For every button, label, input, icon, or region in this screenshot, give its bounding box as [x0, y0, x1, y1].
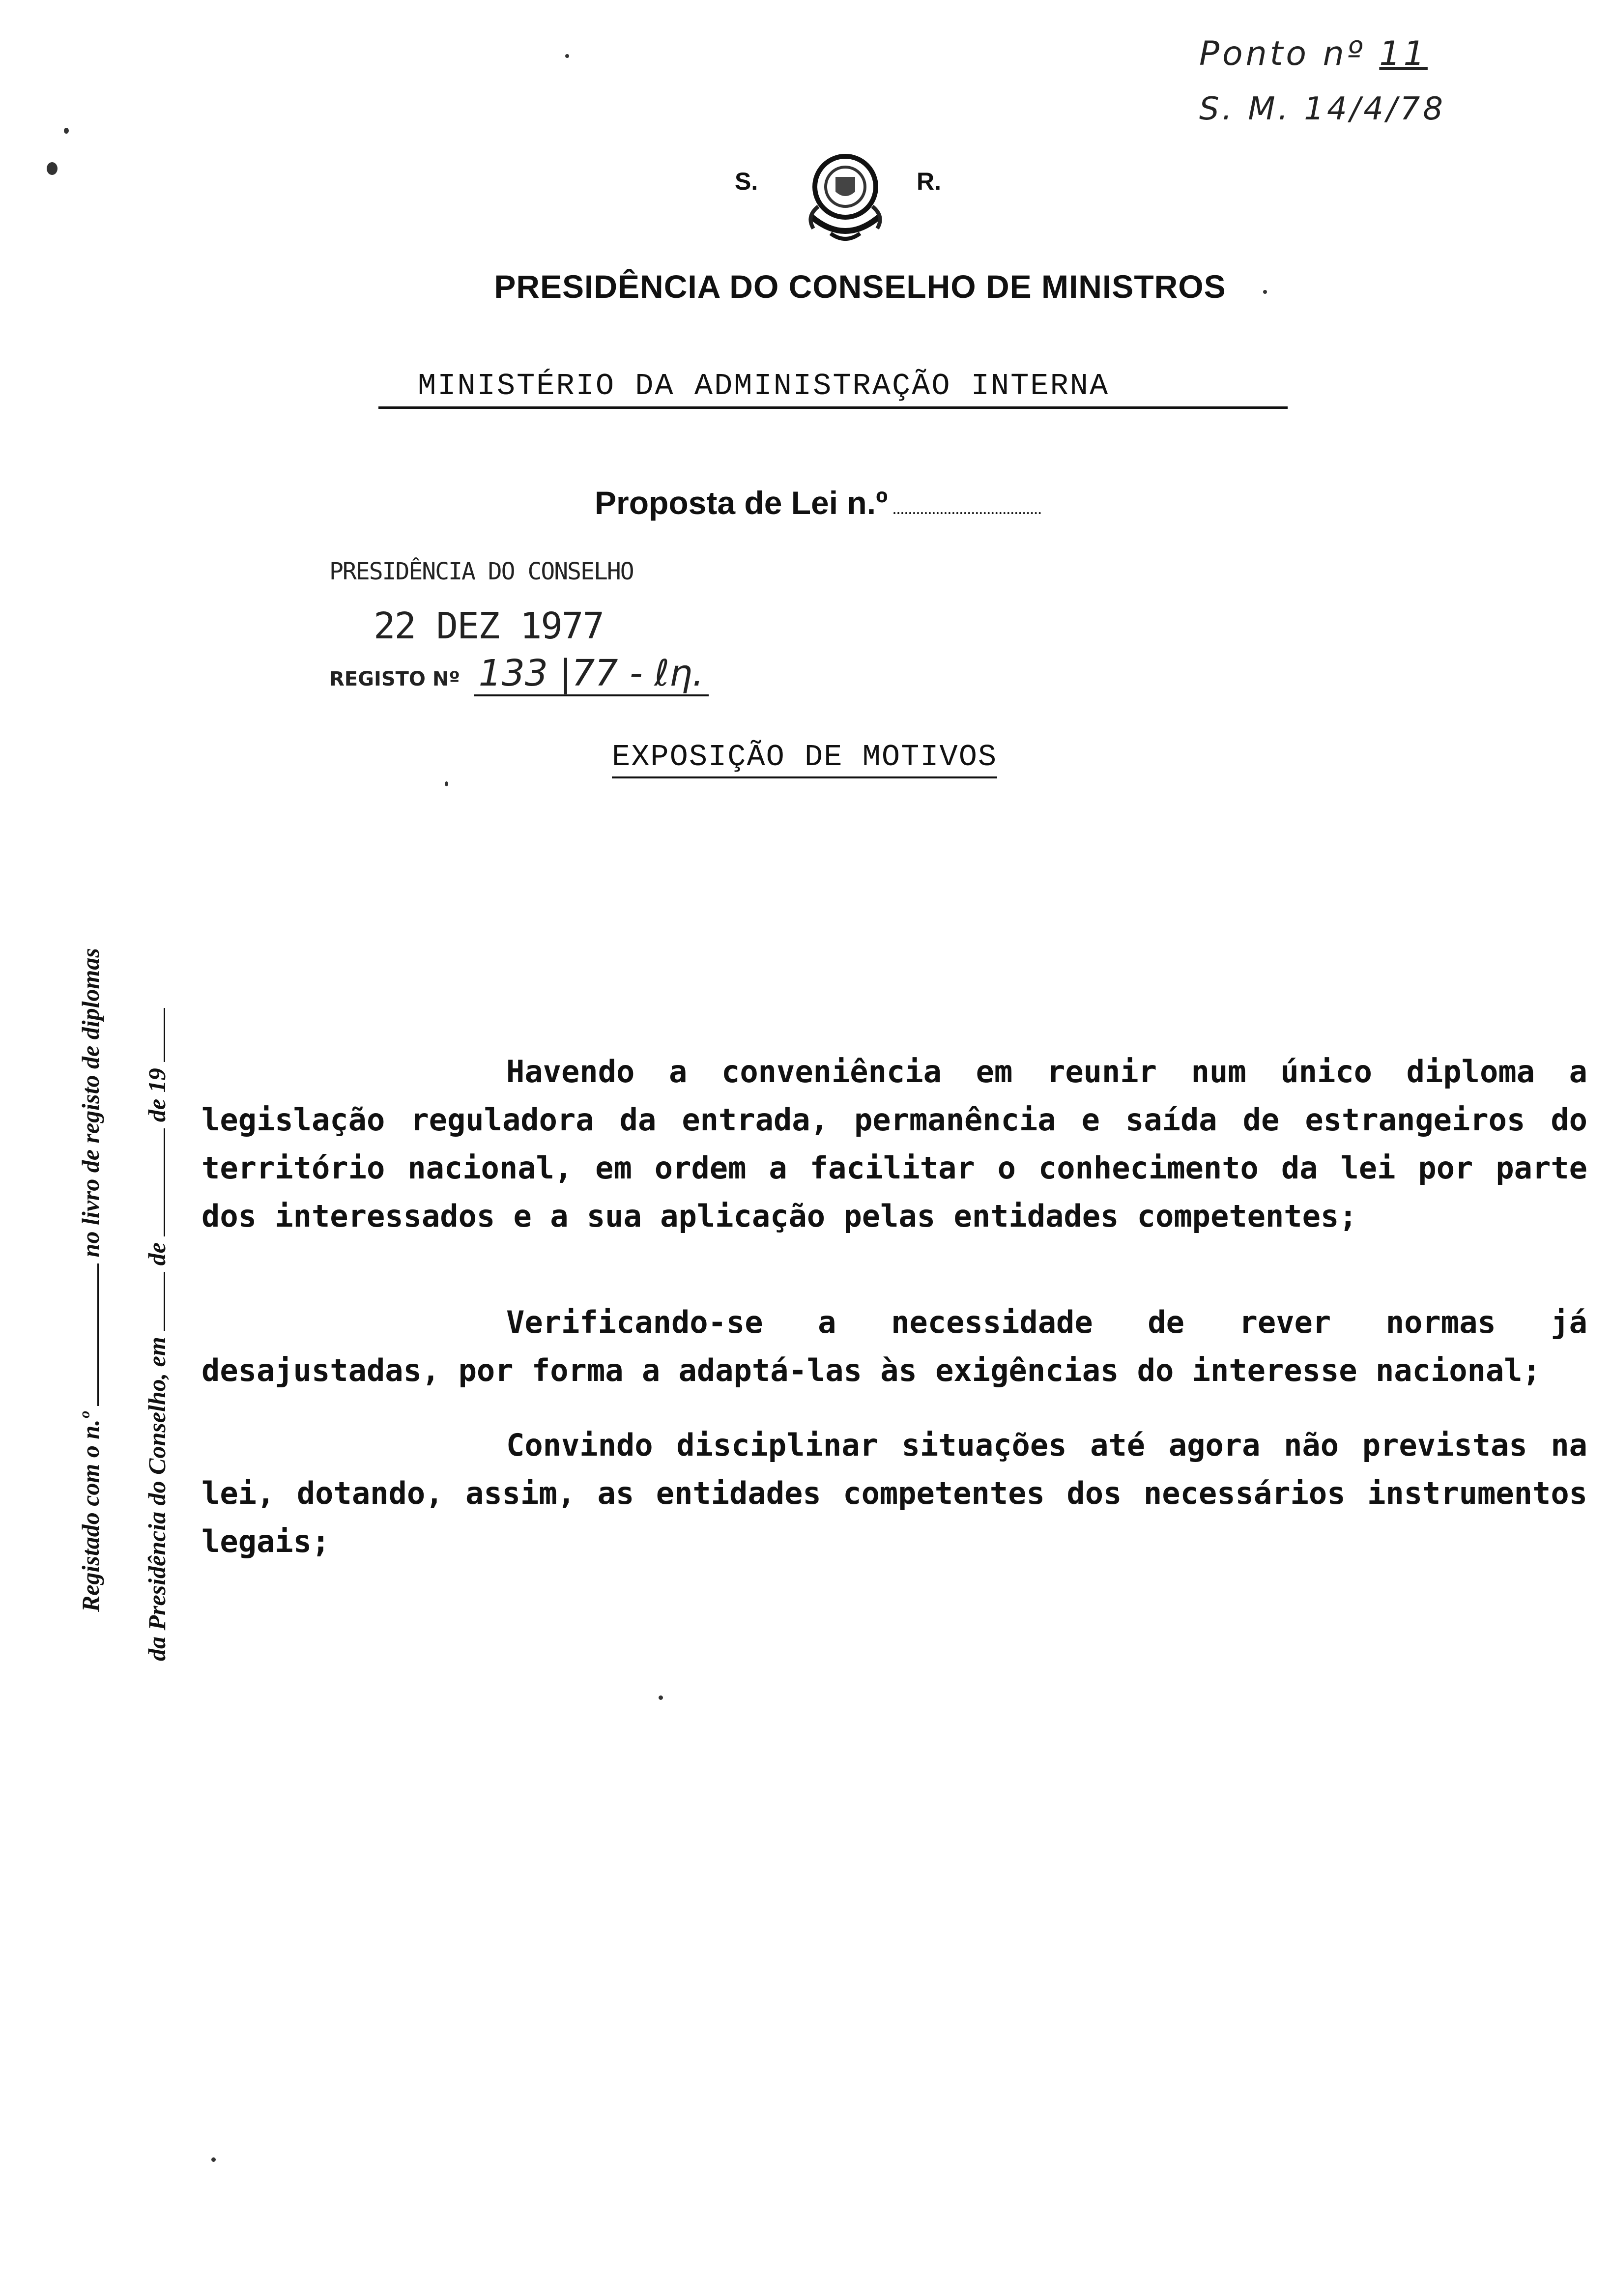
margin-line1-a: Registado com o n.º [77, 1412, 104, 1612]
handwritten-date-note: S. M. 14/4/78 [1199, 91, 1446, 127]
stamp-date: 22 DEZ 1977 [374, 605, 604, 647]
ponto-label: Ponto nº [1199, 34, 1366, 73]
scan-speck [47, 162, 58, 175]
document-heading: EXPOSIÇÃO DE MOTIVOS [612, 740, 997, 778]
ponto-number: 11 [1379, 34, 1428, 73]
proposta-de-lei [595, 484, 1041, 521]
margin-registration-line-1 [76, 727, 105, 1612]
margin-line2-b: de [143, 1242, 171, 1266]
scan-speck [445, 781, 448, 786]
margin-blank-month [164, 1128, 165, 1236]
scan-speck [211, 2157, 216, 2162]
proposta-label: Proposta de Lei n.º [595, 485, 888, 521]
page-title: PRESIDÊNCIA DO CONSELHO DE MINISTROS [494, 268, 1226, 305]
scan-speck [1263, 290, 1267, 294]
scan-speck [659, 1695, 663, 1700]
scan-speck [565, 54, 569, 58]
paragraph-2: Verificando-se a necessidade de rever normas já desajustadas, por forma a adaptá-las às exigências do interesse nacional; [202, 1304, 1587, 1388]
handwritten-ponto-note [1199, 34, 1428, 73]
proposta-number-blank [893, 512, 1041, 514]
header-emblem [727, 147, 963, 246]
margin-blank-day [164, 1272, 165, 1331]
stamp-registo-value: 133 |77 - ℓη. [474, 652, 709, 696]
margin-blank-year [164, 1008, 165, 1062]
paragraph-3: Convindo disciplinar situações até agora não previstas na lei, dotando, assim, as entidades competentes dos necessários instrumentos legais; [202, 1427, 1587, 1559]
margin-line2-c: de 19 [143, 1068, 171, 1122]
stamp-registo [329, 652, 709, 694]
republic-coat-of-arms-icon [791, 147, 899, 246]
margin-blank-number [97, 1263, 99, 1406]
ministry-subtitle: MINISTÉRIO DA ADMINISTRAÇÃO INTERNA [378, 369, 1288, 409]
margin-line2-a: da Presidência do Conselho, em [143, 1337, 171, 1661]
emblem-letter-r: R. [917, 168, 941, 195]
stamp-registo-label: REGISTO Nº [329, 668, 460, 690]
margin-line1-b: no livro de registo de diplomas [77, 948, 104, 1258]
stamp-organization: PRESIDÊNCIA DO CONSELHO [329, 558, 633, 585]
paragraph-1: Havendo a conveniência em reunir num único diploma a legislação reguladora da entrada, permanência e saída de estrangeiros do território nacional, em ordem a facilitar o conhecimento da lei por parte dos interessados e a sua aplicação pelas entidades competentes; [202, 1054, 1587, 1234]
emblem-letter-s: S. [735, 168, 758, 195]
margin-registration-line-2 [143, 767, 171, 1661]
scan-speck [64, 128, 69, 134]
registration-stamp [329, 558, 709, 694]
